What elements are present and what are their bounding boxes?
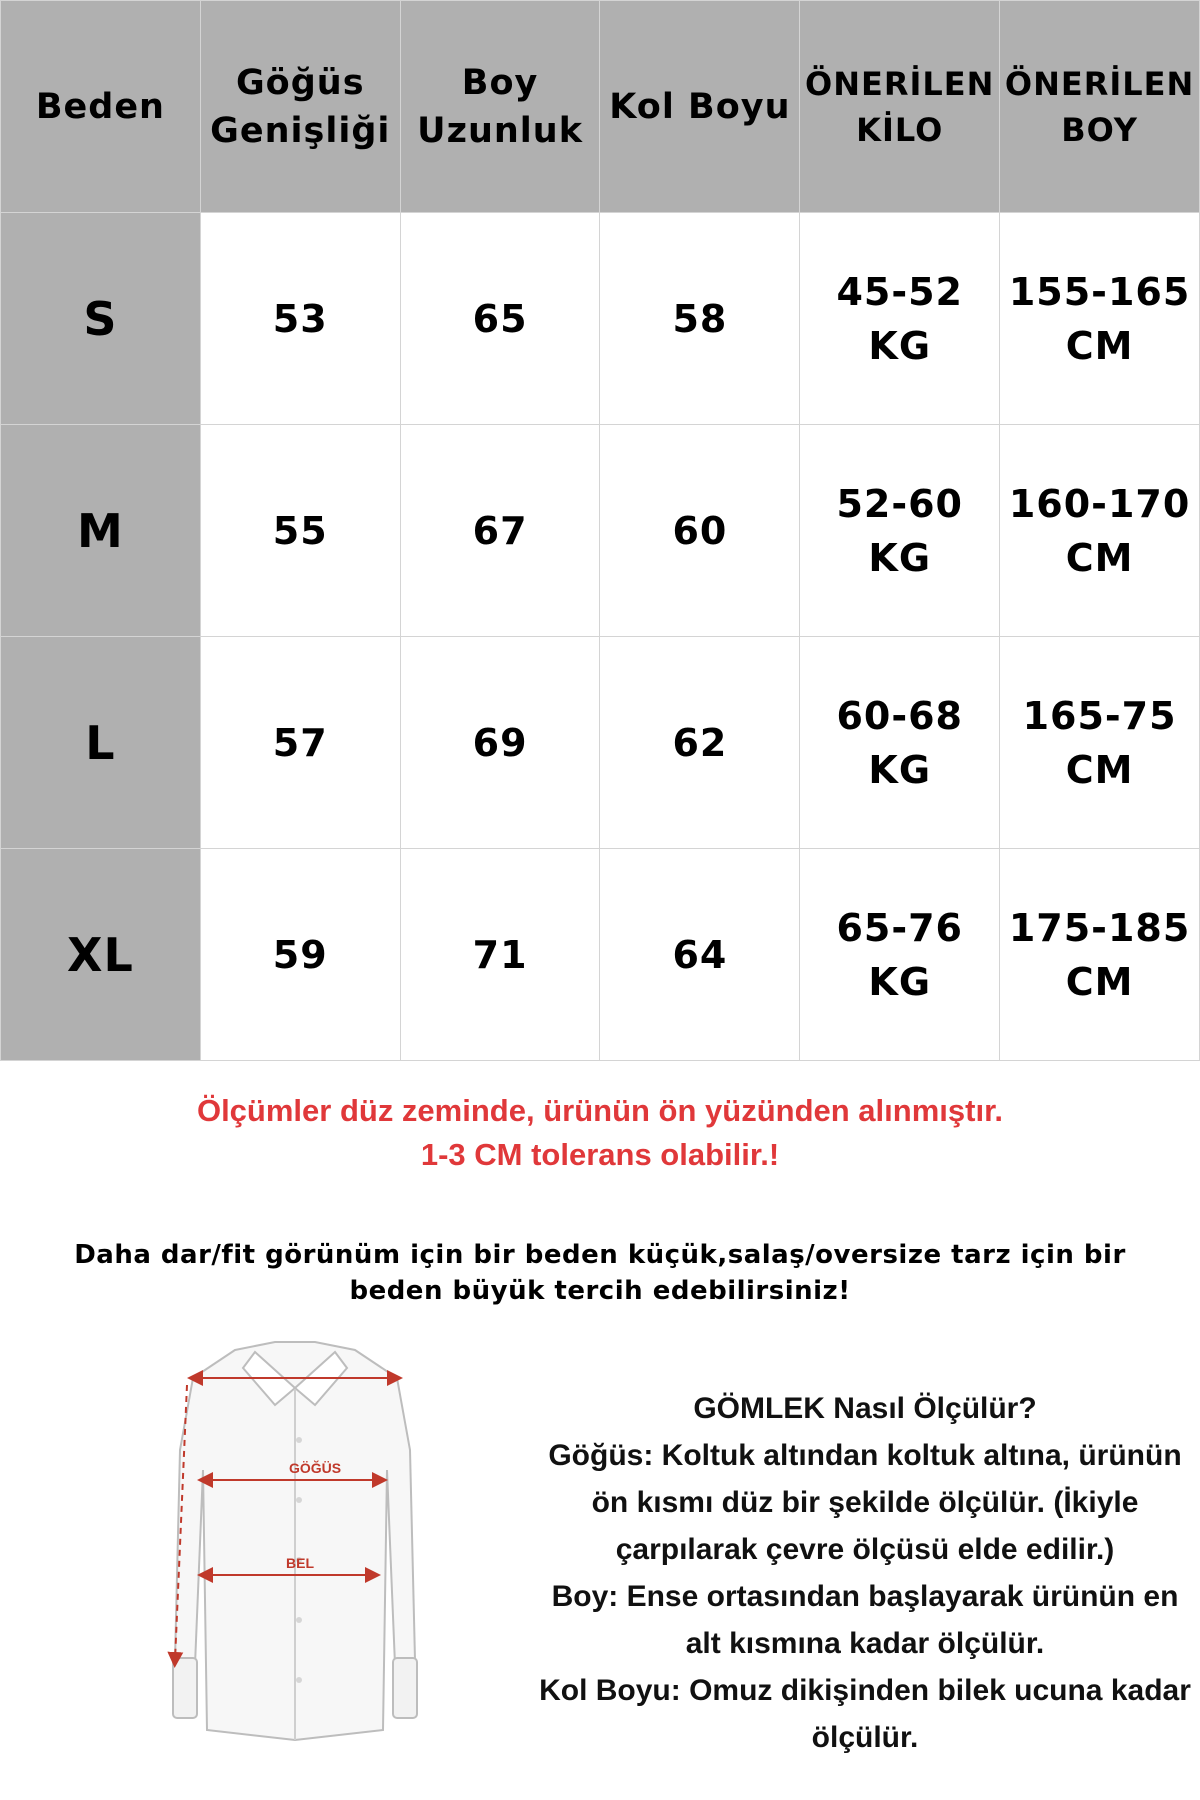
height-cell [1000, 213, 1200, 425]
header-weight-line1: ÖNERİLEN [805, 64, 995, 103]
waist-label: BEL [286, 1555, 314, 1571]
header-chest-line2: Genişliği [210, 110, 391, 151]
fit-tip: Daha dar/fit görünüm için bir beden küçük,salaş/oversize tarz için bir beden büyük tercih edebilirsiniz! [74, 1240, 1126, 1306]
height-range: 165-75 [1022, 693, 1177, 738]
weight-cell [800, 213, 1000, 425]
weight-range: 45-52 [836, 269, 963, 314]
header-length-line1: Boy [461, 62, 539, 103]
header-weight [800, 1, 1000, 213]
header-chest-line1: Göğüs [235, 62, 365, 103]
chest-label: GÖĞÜS [288, 1460, 342, 1476]
shirt-illustration [125, 1330, 465, 1780]
height-unit: CM [1065, 535, 1134, 580]
table-row [1, 213, 1200, 425]
chest-cell: 57 [200, 637, 400, 849]
length-cell: 71 [400, 849, 600, 1061]
header-sleeve-text: Kol Boyu [609, 86, 791, 127]
table-row [1, 849, 1200, 1061]
weight-range: 52-60 [836, 481, 963, 526]
table-row [1, 637, 1200, 849]
weight-range: 65-76 [836, 905, 963, 950]
header-height [1000, 1, 1200, 213]
sleeve-cell: 58 [600, 213, 800, 425]
guide-length: Boy: Ense ortasından başlayarak ürünün en alt kısmına kadar ölçülür. [551, 1580, 1179, 1660]
header-sleeve [600, 1, 800, 213]
weight-cell [800, 425, 1000, 637]
height-range: 160-170 [1008, 481, 1191, 526]
weight-range: 60-68 [836, 693, 963, 738]
height-unit: CM [1065, 323, 1134, 368]
size-cell: M [1, 425, 201, 637]
header-size-text: Beden [35, 86, 165, 127]
guide-title: GÖMLEK Nasıl Ölçülür? [693, 1392, 1037, 1425]
weight-unit: KG [868, 535, 932, 580]
size-cell: XL [1, 849, 201, 1061]
height-unit: CM [1065, 959, 1134, 1004]
weight-cell [800, 637, 1000, 849]
sleeve-cell: 60 [600, 425, 800, 637]
height-range: 175-185 [1008, 905, 1191, 950]
height-cell [1000, 637, 1200, 849]
height-unit: CM [1065, 747, 1134, 792]
tolerance-notice: 1-3 CM tolerans olabilir.! [420, 1137, 780, 1172]
header-length-line2: Uzunluk [417, 110, 583, 151]
length-cell: 65 [400, 213, 600, 425]
chest-cell: 53 [200, 213, 400, 425]
weight-unit: KG [868, 747, 932, 792]
header-weight-line2: KİLO [856, 110, 944, 149]
height-cell [1000, 849, 1200, 1061]
guide-chest: Göğüs: Koltuk altından koltuk altına, ürünün ön kısmı düz bir şekilde ölçülür. (İkiyle çarpılarak çevre ölçüsü elde edilir.) [548, 1439, 1182, 1566]
size-cell: L [1, 637, 201, 849]
table-row [1, 425, 1200, 637]
measurement-notice-line1: Ölçümler düz zeminde, ürünün ön yüzünden alınmıştır. [196, 1093, 1004, 1128]
height-range: 155-165 [1008, 269, 1191, 314]
guide-sleeve: Kol Boyu: Omuz dikişinden bilek ucuna kadar ölçülür. [539, 1674, 1191, 1754]
size-cell: S [1, 213, 201, 425]
measurement-guide [535, 1385, 1195, 1761]
header-height-line2: BOY [1061, 110, 1138, 149]
length-cell: 67 [400, 425, 600, 637]
weight-unit: KG [868, 959, 932, 1004]
sleeve-cell: 62 [600, 637, 800, 849]
header-chest [200, 1, 400, 213]
header-height-line1: ÖNERİLEN [1004, 64, 1195, 103]
chest-cell: 59 [200, 849, 400, 1061]
header-length [400, 1, 600, 213]
weight-cell [800, 849, 1000, 1061]
chest-cell: 55 [200, 425, 400, 637]
weight-unit: KG [868, 323, 932, 368]
length-cell: 69 [400, 637, 600, 849]
header-size [1, 1, 201, 213]
sleeve-cell: 64 [600, 849, 800, 1061]
shirt-icon [125, 1330, 465, 1780]
height-cell [1000, 425, 1200, 637]
table-header-row [1, 1, 1200, 213]
